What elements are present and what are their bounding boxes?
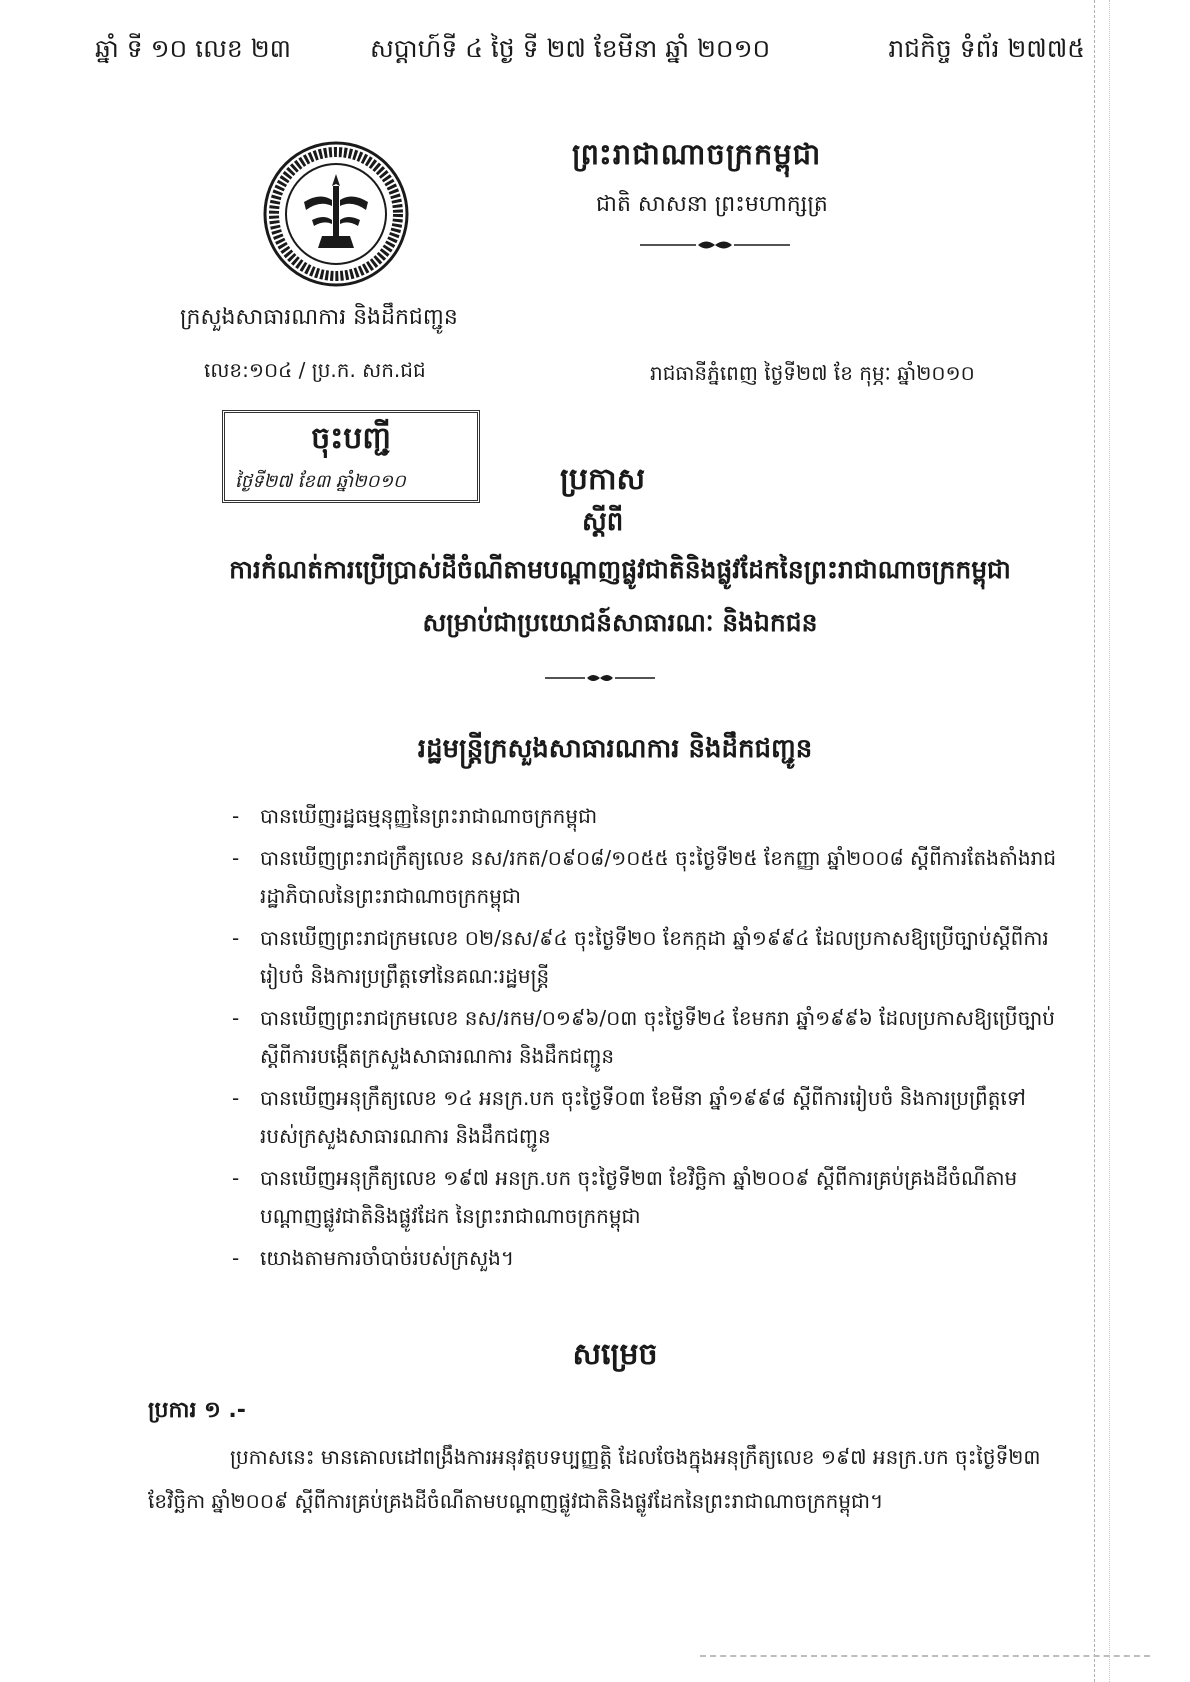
gazette-header [95,34,1085,74]
scan-noise-line [700,1655,1150,1657]
stamp-title: ចុះបញ្ជី [311,421,391,456]
article-1-text: ប្រកាសនេះ មានគោលដៅពង្រឹងការអនុវត្តបទប្បញ្ញត្តិ ដែលចែងក្នុងអនុក្រឹត្យលេខ ១៩៧ អនក្រ.បក ចុះថ្ងៃទី២៣ ខែវិច្ឆិកា ឆ្នាំ២០០៩ ស្តីពីការគ្រប់គ្រងដីចំណីតាមបណ្តាញផ្លូវជាតិនិងផ្លូវដែកនៃព្រះរាជាណាចក្រកម្ពុជា។ [148,1445,1041,1513]
list-item: - បានឃើញព្រះរាជក្រមលេខ ០២/នស/៩៤ ចុះថ្ងៃទី២០ ខែកក្កដា ឆ្នាំ១៩៩៤ ដែលប្រកាសឱ្យប្រើច្បាប់ស្តីពីការរៀបចំ និងការប្រព្រឹត្តទៅនៃគណៈរដ្ឋមន្ត្រី [232,919,1062,995]
list-item: - បានឃើញព្រះរាជក្រឹត្យលេខ នស/រកត/០៩០៨/១០៥៥ ចុះថ្ងៃទី២៥ ខែកញ្ញា ឆ្នាំ២០០៨ ស្តីពីការតែងតាំងរាជរដ្ឋាភិបាលនៃព្រះរាជាណាចក្រកម្ពុជា [232,839,1062,915]
list-item: - បានឃើញអនុក្រឹត្យលេខ ១៤ អនក្រ.បក ចុះថ្ងៃទី០៣ ខែមីនា ឆ្នាំ១៩៩៨ ស្តីពីការរៀបចំ និងការប្រព្រឹត្តទៅរបស់ក្រសួងសាធារណការ និងដឹកជញ្ជូន [232,1079,1062,1155]
document-type: ប្រកាស [560,462,646,497]
national-motto: ជាតិ សាសនា ព្រះមហាក្សត្រ [596,192,828,217]
divider-ornament-icon [640,238,790,252]
reference-number: លេខ:១០៤ / ប្រ.ក. សក.ជជ [204,358,426,382]
gazette-date: សប្តាហ៍ទី ៤ ថ្ងៃ ទី ២៧ ខែមីនា ឆ្នាំ ២០១០ [370,34,771,63]
considerations-list [232,797,1062,1281]
registration-stamp [222,410,480,503]
place-and-date: រាជធានីភ្នំពេញ ថ្ងៃទី២៧ ខែ កុម្ភៈ ឆ្នាំ២០១០ [650,361,975,385]
decision-heading: សម្រេច [572,1337,658,1372]
list-item: - បានឃើញព្រះរាជក្រមលេខ នស/រកម/០១៩៦/០៣ ចុះថ្ងៃទី២៤ ខែមករា ឆ្នាំ១៩៩៦ ដែលប្រកាសឱ្យប្រើច្បាប់ស្តីពីការបង្កើតក្រសួងសាធារណការ និងដឹកជញ្ជូន [232,999,1062,1075]
document-title-line-1: ការកំណត់ការប្រើប្រាស់ដីចំណីតាមបណ្តាញផ្លូវជាតិនិងផ្លូវដែកនៃព្រះរាជាណាចក្រកម្ពុជា [229,555,1011,584]
list-item: - បានឃើញអនុក្រឹត្យលេខ ១៩៧ អនក្រ.បក ចុះថ្ងៃទី២៣ ខែវិច្ឆិកា ឆ្នាំ២០០៩ ស្តីពីការគ្រប់គ្រងដីចំណីតាមបណ្តាញផ្លូវជាតិនិងផ្លូវដែក នៃព្រះរាជាណាចក្រកម្ពុជា [232,1159,1062,1235]
list-item: - យោងតាមការចាំបាច់របស់ក្រសួង។ [232,1239,1062,1277]
gazette-issue: ឆ្នាំ ទី ១០ លេខ ២៣ [95,34,291,63]
issuing-ministry: ក្រសួងសាធារណការ និងដឹកជញ្ជូន [180,305,458,330]
kingdom-heading: ព្រះរាជាណាចក្រកម្ពុជា [572,137,822,171]
document-about: ស្តីពី [582,507,624,537]
divider-ornament-icon [545,671,655,685]
scan-edge-line-2 [1109,0,1110,1682]
minister-heading: រដ្ឋមន្ត្រីក្រសួងសាធារណការ និងដឹកជញ្ជូន [417,734,813,764]
article-1-heading: ប្រការ ១ .- [148,1398,246,1423]
list-item: - បានឃើញរដ្ឋធម្មនុញ្ញនៃព្រះរាជាណាចក្រកម្ពុជា [232,797,1062,835]
gazette-page-number: រាជកិច្ច ទំព័រ ២៧៧៥ [888,34,1085,63]
ministry-seal-icon [262,140,410,288]
scan-edge-line [1094,0,1095,1682]
stamp-date: ថ្ងៃទី២៧ ខែ៣ ឆ្នាំ២០១០ [235,471,406,492]
document-title-line-2: សម្រាប់ជាប្រយោជន៍សាធារណៈ និងឯកជន [422,608,818,637]
